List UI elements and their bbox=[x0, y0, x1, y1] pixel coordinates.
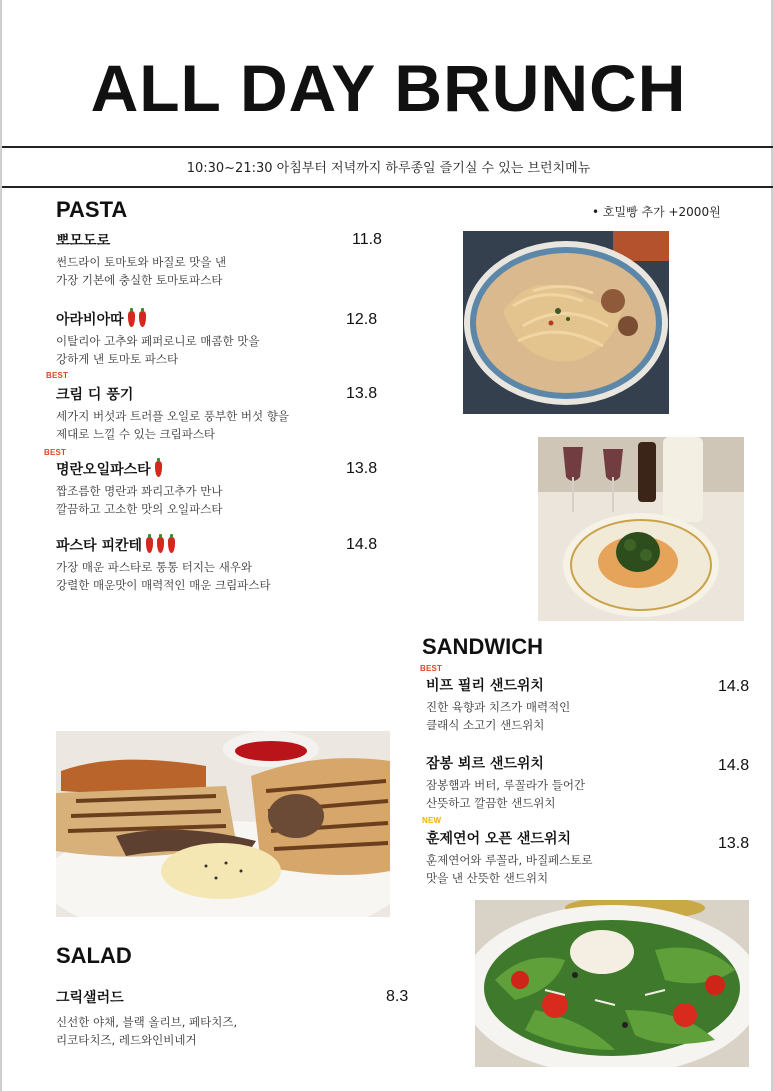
item-price: 11.8 bbox=[352, 231, 382, 248]
panini-sandwich-image bbox=[56, 731, 390, 917]
sandwich-photo bbox=[56, 731, 390, 917]
item-name: 아라비아따 bbox=[56, 309, 259, 329]
menu-item-crema-di-funghi bbox=[56, 384, 289, 443]
new-badge: NEW bbox=[422, 816, 442, 825]
cream-pasta-photo bbox=[463, 231, 669, 414]
item-name: 명란오일파스타 bbox=[56, 459, 223, 479]
chili-pepper-icon bbox=[139, 311, 146, 327]
cream-pasta-image bbox=[463, 231, 669, 414]
item-name: 비프 필리 샌드위치 bbox=[426, 678, 544, 694]
menu-item-beef-philly-sandwich bbox=[426, 675, 570, 734]
best-badge: BEST bbox=[44, 448, 67, 457]
item-price: 8.3 bbox=[386, 988, 409, 1005]
item-price: 13.8 bbox=[346, 460, 378, 477]
bread-addon-note: • 호밀빵 추가 +2000원 bbox=[592, 205, 721, 219]
item-desc: 진한 육향과 치즈가 매력적인 클래식 소고기 샌드위치 bbox=[426, 700, 571, 732]
item-price: 13.8 bbox=[346, 385, 378, 402]
pesto-pasta-photo bbox=[538, 437, 744, 621]
hours-subtitle: 10:30~21:30 아침부터 저녁까지 하루종일 즐기실 수 있는 브런치메뉴 bbox=[186, 161, 591, 176]
greek-salad-image bbox=[475, 900, 749, 1067]
salad-photo bbox=[475, 900, 749, 1067]
best-badge: BEST bbox=[420, 664, 443, 673]
item-desc: 세가지 버섯과 트러플 오일로 풍부한 버섯 향을 제대로 느낄 수 있는 크림파스타 bbox=[56, 409, 290, 441]
chili-pepper-icon bbox=[155, 461, 162, 477]
item-price: 12.8 bbox=[346, 311, 378, 328]
section-title-pasta: PASTA bbox=[56, 197, 128, 222]
item-price: 14.8 bbox=[718, 678, 750, 695]
item-name: 파스타 피칸테 bbox=[56, 535, 271, 555]
item-name: 잠봉 뵈르 샌드위치 bbox=[426, 756, 544, 772]
chili-pepper-icon bbox=[157, 537, 164, 553]
item-desc: 가장 매운 파스타로 통통 터지는 새우와 강렬한 매운맛이 매력적인 매운 크림파스타 bbox=[56, 560, 271, 592]
item-price: 13.8 bbox=[718, 835, 750, 852]
item-desc: 짭조름한 명란과 꽈리고추가 만나 깔끔하고 고소한 맛의 오일파스타 bbox=[56, 484, 223, 516]
item-desc: 이탈리아 고추와 페퍼로니로 매콤한 맛을 강하게 낸 토마토 파스타 bbox=[56, 334, 260, 366]
menu-item-greek-salad bbox=[56, 987, 237, 1049]
menu-item-mentaiko-oil-pasta bbox=[56, 459, 223, 518]
item-name: 훈제연어 오픈 샌드위치 bbox=[426, 831, 571, 847]
best-badge: BEST bbox=[46, 371, 69, 380]
top-rule bbox=[2, 146, 773, 148]
item-name: 그릭샐러드 bbox=[56, 990, 124, 1006]
item-name: 뽀모도로 bbox=[56, 233, 111, 249]
item-desc: 훈제연어와 루꼴라, 바질페스토로 맛을 낸 산뜻한 샌드위치 bbox=[426, 853, 593, 885]
item-name: 크림 디 풍기 bbox=[56, 387, 134, 403]
section-title-sandwich: SANDWICH bbox=[422, 634, 543, 659]
menu-item-smoked-salmon-open-sandwich bbox=[426, 828, 593, 887]
chili-pepper-icon bbox=[168, 537, 175, 553]
menu-item-jambon-beurre-sandwich bbox=[426, 753, 585, 812]
section-title-salad: SALAD bbox=[56, 943, 132, 968]
item-price: 14.8 bbox=[346, 536, 378, 553]
menu-item-pasta-piccante bbox=[56, 535, 271, 594]
page-title: ALL DAY BRUNCH bbox=[90, 51, 687, 125]
pesto-pasta-image bbox=[538, 437, 744, 621]
chili-pepper-icon bbox=[128, 311, 135, 327]
chili-pepper-icon bbox=[146, 537, 153, 553]
item-desc: 신선한 야채, 블랙 올리브, 페타치즈, 리코타치즈, 레드와인비네거 bbox=[56, 1015, 238, 1047]
bottom-rule bbox=[2, 186, 773, 188]
item-desc: 썬드라이 토마토와 바질로 맛을 낸 가장 기본에 충실한 토마토파스타 bbox=[56, 255, 227, 287]
menu-item-pomodoro bbox=[56, 230, 226, 289]
item-price: 14.8 bbox=[718, 757, 750, 774]
item-desc: 잠봉햄과 버터, 루꼴라가 들어간 산뜻하고 깔끔한 샌드위치 bbox=[426, 778, 586, 810]
menu-item-arrabbiata bbox=[56, 309, 259, 368]
